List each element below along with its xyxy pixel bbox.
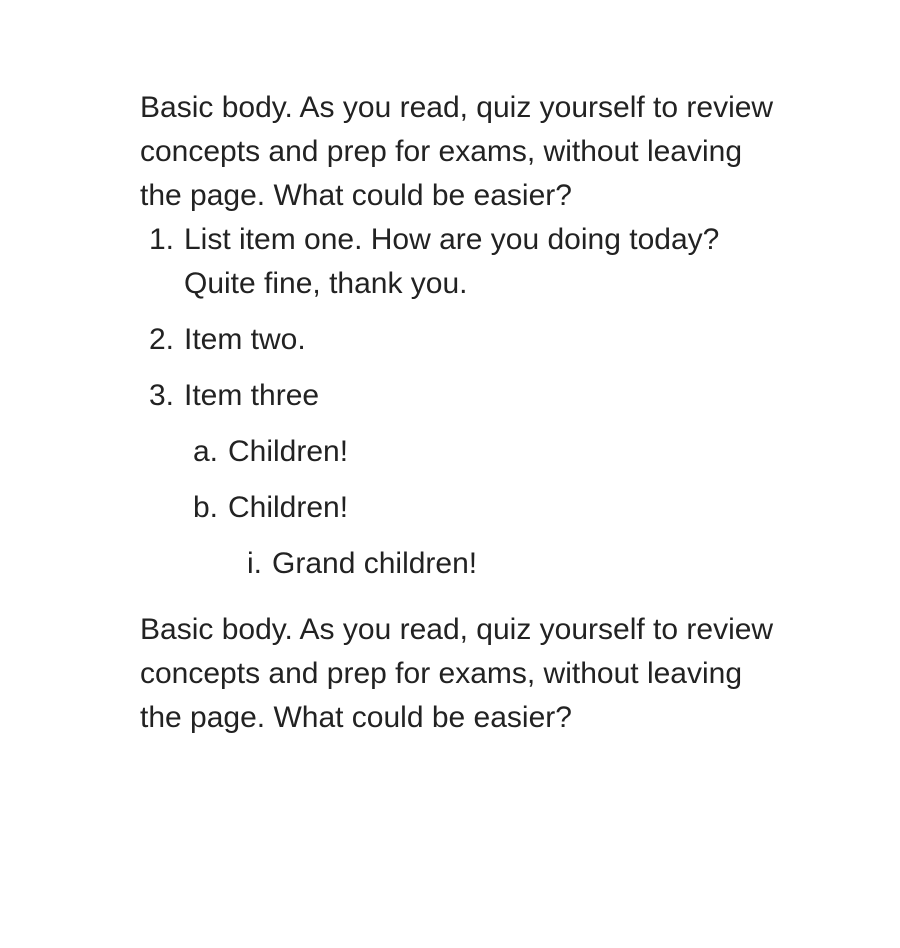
list-item-text: Children!: [228, 435, 349, 468]
list-item-text: Grand children!: [272, 547, 478, 580]
nested-list-item: [184, 486, 780, 586]
outro-paragraph: Basic body. As you read, quiz yourself to review concepts and prep for exams, without leaving the page. What could be easier?: [140, 613, 774, 734]
grandchild-list-item: [184, 542, 780, 586]
grandchild-list: [228, 542, 780, 586]
list-marker: 3.: [148, 379, 174, 412]
list-marker: i.: [247, 547, 262, 580]
document-body: [140, 86, 780, 740]
list-item-text: Children!: [228, 491, 349, 524]
list-marker: b.: [192, 491, 218, 524]
list-item: [140, 318, 780, 362]
nested-list-item: [184, 430, 780, 474]
list-marker: 2.: [148, 323, 174, 356]
list-item-text: List item one. How are you doing today? Quite fine, thank you.: [184, 223, 720, 300]
list-item: [140, 218, 780, 306]
list-item-text: Item two.: [184, 323, 306, 356]
list-marker: 1.: [148, 223, 174, 256]
list-item-text: Item three: [184, 379, 320, 412]
list-item: [140, 374, 780, 586]
nested-list: [184, 430, 780, 586]
list-marker: a.: [192, 435, 218, 468]
ordered-list: [140, 218, 780, 586]
intro-paragraph: Basic body. As you read, quiz yourself to review concepts and prep for exams, without leaving the page. What could be easier?: [140, 91, 774, 212]
